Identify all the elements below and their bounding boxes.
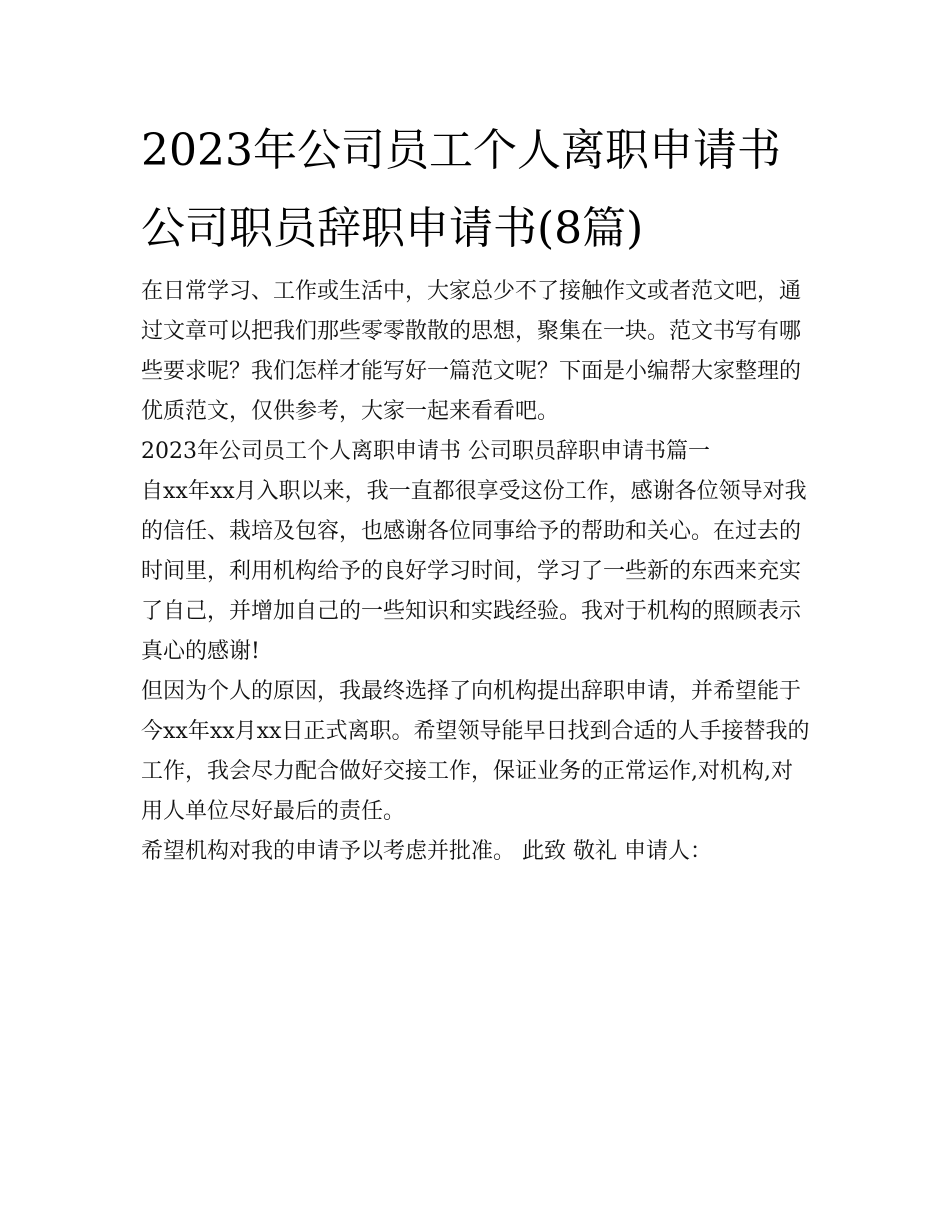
body-paragraph: 但因为个人的原因，我最终选择了向机构提出辞职申请，并希望能于今xx年xx月xx日正式离职。希望领导能早日找到合适的人手接替我的工作，我会尽力配合做好交接工作，保证业务的正常运作,对机构,对用人单位尽好最后的责任。 (141, 679, 810, 824)
intro-paragraph: 在日常学习、工作或生活中，大家总少不了接触作文或者范文吧，通过文章可以把我们那些零零散散的思想，聚集在一块。范文书写有哪些要求呢？我们怎样才能写好一篇范文呢？下面是小编帮大家整理的优质范文，仅供参考，大家一起来看看吧。 (141, 279, 802, 424)
closing-paragraph: 希望机构对我的申请予以考虑并批准。 此致 敬礼 申请人： (141, 839, 712, 864)
document-body (141, 112, 813, 872)
body-paragraph: 自xx年xx月入职以来，我一直都很享受这份工作，感谢各位领导对我的信任、栽培及包容，也感谢各位同事给予的帮助和关心。在过去的时间里，利用机构给予的良好学习时间，学习了一些新的东西来充实了自己，并增加自己的一些知识和实践经验。我对于机构的照顾表示真心的感谢! (141, 479, 807, 664)
section-heading: 2023年公司员工个人离职申请书 公司职员辞职申请书篇一 (141, 439, 710, 464)
document-title: 2023年公司员工个人离职申请书 公司职员辞职申请书(8篇) (141, 125, 781, 254)
